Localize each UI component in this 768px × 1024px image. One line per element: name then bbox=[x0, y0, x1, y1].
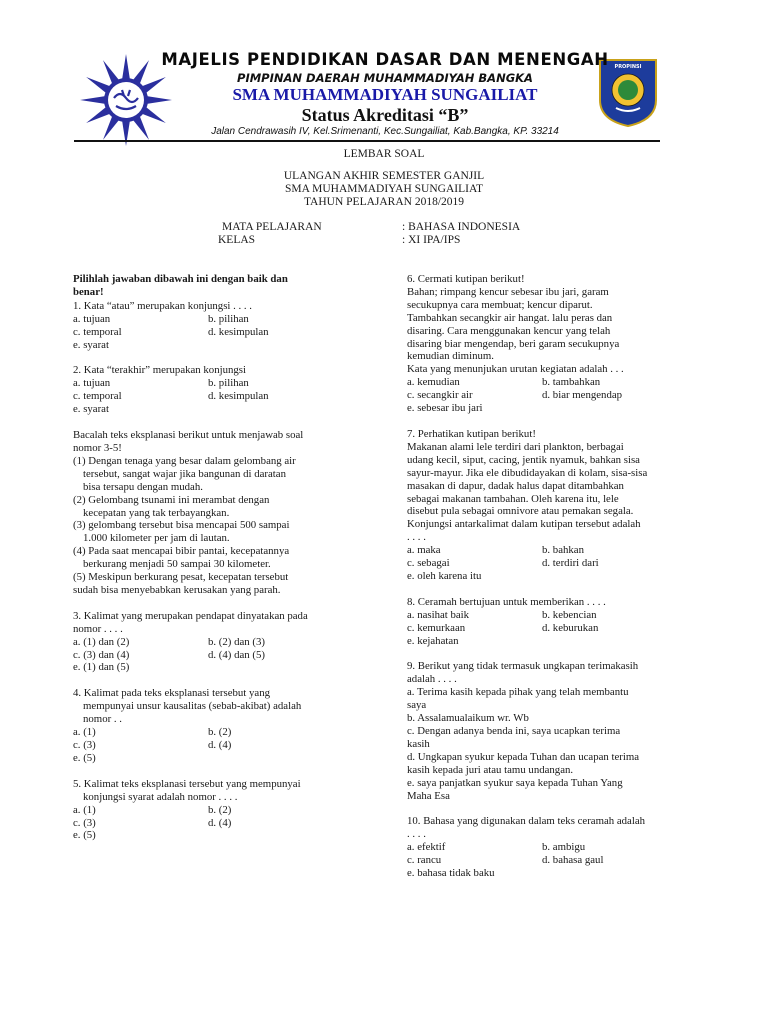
header-address: Jalan Cendrawasih IV, Kel.Srimenanti, Kec.Sungailiat, Kab.Bangka, KP. 33214 bbox=[211, 126, 559, 137]
question-8: 8. Ceramah bertujuan untuk memberikan . . . . a. nasihat baik b. kebencian c. kemurkaan d. keburukan e. kejahatan bbox=[407, 596, 707, 648]
option: a. maka bbox=[407, 544, 441, 557]
reading-text: Bacalah teks eksplanasi berikut untuk menjawab soal nomor 3-5! (1) Dengan tenaga yang besar dalam gelombang air tersebut, sangat wajar jika bangunan di daratan bisa tersapu dengan mudah. (2) Gelombang tsunami ini merambat dengan kecepatan yang tak terbayangkan. (3) gelombang tersebut bisa mencapai 500 sampai 1.000 kilometer per jam di lautan. (4) Pada saat mencapai bibir pantai, kecepatannya berkurang menjadi 50 sampai 30 kilometer. (5) Meskipun berkurang pesat, kecepatan tersebut sudah bisa menyebabkan kerusakan yang parah. bbox=[73, 429, 304, 596]
question-5: 5. Kalimat teks eksplanasi tersebut yang mempunyai konjungsi syarat adalah nomor . . . . a. (1) b. (2) c. (3) d. (4) e. (5) bbox=[73, 778, 373, 843]
option: b. (2) bbox=[208, 726, 232, 739]
option: b. ambigu bbox=[542, 841, 586, 854]
question-6: 6. Cermati kutipan berikut! Bahan; rimpang kencur sebesar ibu jari, garam secukupnya cara membuat; kencur diparut. Tambahkan secangkir air hangat. lalu peras dan disaring. Cara menggunakan kencur yang telah disaring biar mengendap, beri garam secukupnya kemudian diminum. Kata yang menunjukan urutan kegiatan adalah . . . a. kemudian b. tambahkan c. secangkir air d. biar mengendap e. sebesar ibu jari bbox=[407, 273, 707, 415]
option: c. temporal bbox=[73, 325, 122, 338]
class-label: KELAS bbox=[218, 234, 256, 246]
option: c. (3) dan (4) bbox=[73, 648, 130, 661]
option: a. efektif bbox=[407, 841, 446, 854]
option: c. kemurkaan bbox=[407, 621, 466, 634]
option: a. tujuan bbox=[73, 312, 111, 325]
instructions: Pilihlah jawaban dibawah ini dengan baik dan benar! bbox=[73, 273, 288, 298]
option: e. (1) dan (5) bbox=[73, 661, 130, 674]
option: b. bahkan bbox=[542, 544, 584, 557]
header-accreditation: Status Akreditasi “B” bbox=[301, 105, 469, 125]
option: e. (5) bbox=[73, 751, 96, 764]
option: d. kesimpulan bbox=[208, 325, 269, 338]
option: c. temporal bbox=[73, 390, 122, 403]
header-divider bbox=[74, 140, 660, 142]
option: d. (4) dan (5) bbox=[208, 648, 265, 661]
subject-value: : BAHASA INDONESIA bbox=[402, 221, 521, 233]
option: b. tambahkan bbox=[542, 376, 601, 389]
option: d. keburukan bbox=[542, 621, 599, 634]
subject-label: MATA PELAJARAN bbox=[222, 221, 322, 233]
option: b. (2) dan (3) bbox=[208, 635, 265, 648]
option: c. secangkir air bbox=[407, 389, 473, 402]
option: b. pilihan bbox=[208, 312, 249, 325]
option: d. bahasa gaul bbox=[542, 854, 604, 867]
class-value: : XI IPA/IPS bbox=[402, 234, 461, 246]
question-4: 4. Kalimat pada teks eksplanasi tersebut yang mempunyai unsur kausalitas (sebab-akibat) adalah nomor . . a. (1) b. (2) c. (3) d. (4) e. (5) bbox=[73, 687, 373, 764]
header-title: MAJELIS PENDIDIKAN DASAR DAN MENENGAH bbox=[161, 50, 609, 69]
option: a. Terima kasih kepada pihak yang telah membantu bbox=[407, 686, 629, 699]
option: e. oleh karena itu bbox=[407, 569, 482, 582]
option: d. (4) bbox=[208, 816, 232, 829]
right-column bbox=[407, 273, 707, 893]
sheet-title: LEMBAR SOAL bbox=[343, 148, 425, 160]
option: a. (1) bbox=[73, 803, 96, 816]
option: a. tujuan bbox=[73, 377, 111, 390]
option: a. (1) bbox=[73, 726, 96, 739]
option: d. (4) bbox=[208, 739, 232, 751]
exam-title: ULANGAN AKHIR SEMESTER GANJIL bbox=[283, 170, 485, 182]
option: e. saya panjatkan syukur saya kepada Tuhan Yang bbox=[407, 776, 623, 789]
option: e. sebesar ibu jari bbox=[407, 402, 483, 415]
option: a. kemudian bbox=[407, 376, 460, 389]
province-emblem-label: PROPINSI bbox=[614, 64, 642, 70]
question-1: 1. Kata “atau” merupakan konjungsi . . . . a. tujuan b. pilihan c. temporal d. kesimpulan e. syarat bbox=[73, 300, 373, 352]
option: b. (2) bbox=[208, 803, 232, 816]
left-column bbox=[73, 273, 373, 855]
option: c. (3) bbox=[73, 816, 96, 829]
header-subtitle: PIMPINAN DAERAH MUHAMMADIYAH BANGKA bbox=[237, 71, 533, 85]
option: c. (3) bbox=[73, 739, 96, 751]
option: d. Ungkapan syukur kepada Tuhan dan ucapan terima bbox=[407, 750, 640, 763]
option: e. bahasa tidak baku bbox=[407, 867, 495, 880]
option: a. nasihat baik bbox=[407, 608, 470, 621]
option: d. terdiri dari bbox=[542, 557, 599, 570]
option: c. rancu bbox=[407, 854, 442, 867]
option: e. syarat bbox=[73, 403, 109, 416]
option: b. Assalamualaikum wr. Wb bbox=[407, 712, 529, 725]
option: a. (1) dan (2) bbox=[73, 635, 130, 648]
header-school-name: SMA MUHAMMADIYAH SUNGAILIAT bbox=[232, 85, 538, 104]
option: e. (5) bbox=[73, 829, 96, 842]
option: c. Dengan adanya benda ini, saya ucapkan terima bbox=[407, 725, 621, 737]
question-7: 7. Perhatikan kutipan berikut! Makanan alami lele terdiri dari plankton, berbagai udang kecil, siput, cacing, jentik nyamuk, bahkan sisa sayur-mayur. Jika ele dibudidayakan di kolam, sisa-sisa masakan di dapur, dadak halus dapat ditambahkan sebagai makanan tambahan. Oleh karena itu, lele disebut pula sebagai omnivore atau pemakan segala. Konjungsi antarkalimat dalam kutipan tersebut adalah . . . . a. maka b. bahkan c. sebagai d. terdiri dari e. oleh karena itu bbox=[407, 428, 707, 583]
option: e. syarat bbox=[73, 338, 109, 351]
exam-school: SMA MUHAMMADIYAH SUNGAILIAT bbox=[284, 183, 484, 195]
exam-year: TAHUN PELAJARAN 2018/2019 bbox=[303, 196, 465, 208]
question-10: 10. Bahasa yang digunakan dalam teks ceramah adalah . . . . a. efektif b. ambigu c. rancu d. bahasa gaul e. bahasa tidak baku bbox=[407, 815, 707, 880]
option: b. kebencian bbox=[542, 608, 597, 621]
option: c. sebagai bbox=[407, 557, 450, 570]
option: d. kesimpulan bbox=[208, 390, 269, 403]
option: b. pilihan bbox=[208, 377, 249, 390]
question-2: 2. Kata “terakhir” merupakan konjungsi a. tujuan b. pilihan c. temporal d. kesimpulan e. syarat bbox=[73, 364, 373, 416]
option: d. biar mengendap bbox=[542, 389, 623, 402]
question-9: 9. Berikut yang tidak termasuk ungkapan terimakasih adalah . . . . a. Terima kasih kepada pihak yang telah membantu saya b. Assalamualaikum wr. Wb c. Dengan adanya benda ini, saya ucapkan terima kasih d. Ungkapan syukur kepada Tuhan dan ucapan terima kasih kepada juri atau tamu undangan. e. saya panjatkan syukur saya kepada Tuhan Yang Maha Esa bbox=[407, 660, 707, 802]
question-3: 3. Kalimat yang merupakan pendapat dinyatakan pada nomor . . . . a. (1) dan (2) b. (2) dan (3) c. (3) dan (4) d. (4) dan (5) e. (1) dan (5) bbox=[73, 610, 373, 675]
option: e. kejahatan bbox=[407, 634, 459, 647]
